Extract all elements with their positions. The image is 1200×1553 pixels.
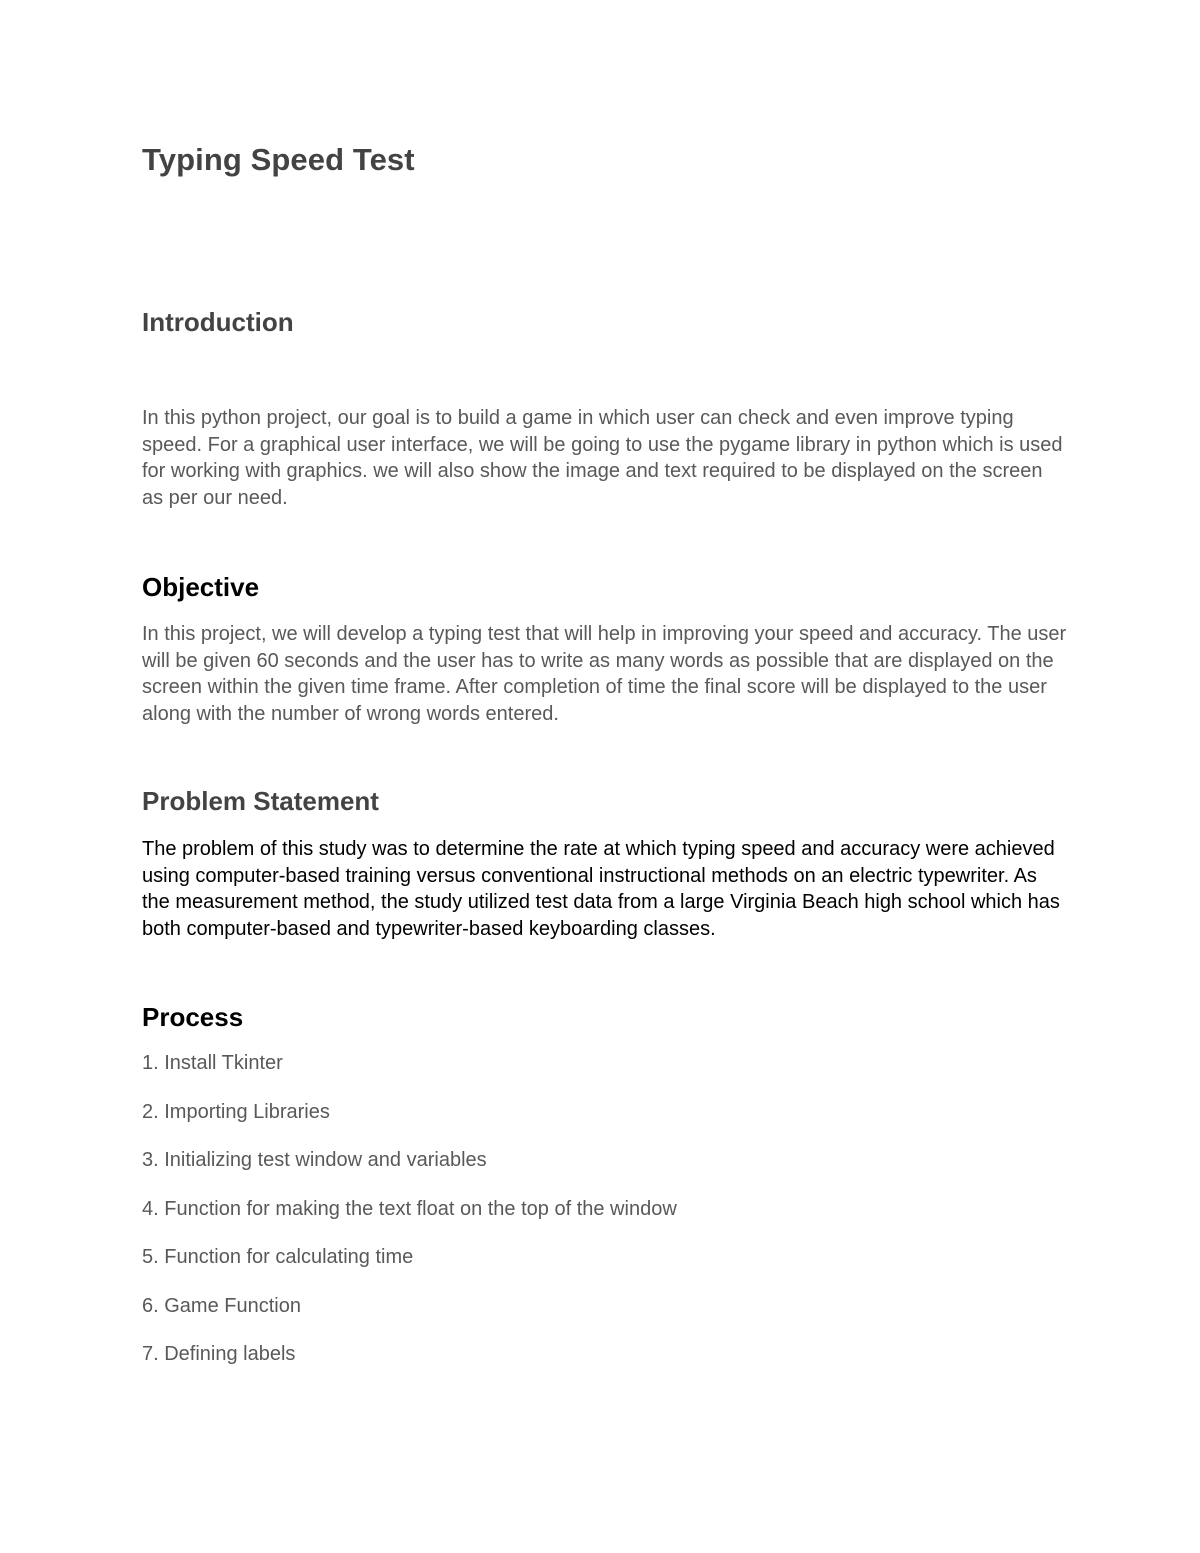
process-step: 1. Install Tkinter — [142, 1052, 283, 1074]
process-steps-list — [142, 1050, 677, 1390]
introduction-heading: Introduction — [142, 307, 294, 337]
problem-statement-heading: Problem Statement — [142, 786, 379, 816]
objective-paragraph: In this project, we will develop a typing test that will help in improving your speed and accuracy. The user will be given 60 seconds and the user has to write as many words as possible that are displayed on the screen within the given time frame. After completion of time the final score will be displayed to the user along with the number of wrong words entered. — [142, 623, 1067, 726]
introduction-paragraph: In this python project, our goal is to build a game in which user can check and even improve typing speed. For a graphical user interface, we will be going to use the pygame library in python which is used for working with graphics. we will also show the image and text required to be displayed on the screen as per our need. — [142, 407, 1063, 510]
process-step: 4. Function for making the text float on the top of the window — [142, 1197, 677, 1220]
process-step: 2. Importing Libraries — [142, 1100, 330, 1123]
document-title: Typing Speed Test — [142, 142, 415, 177]
problem-statement-paragraph: The problem of this study was to determine the rate at which typing speed and accuracy were achieved using computer-based training versus conventional instructional methods on an electric typewriter. As the measurement method, the study utilized test data from a large Virginia Beach high school which has both computer-based and typewriter-based keyboarding classes. — [142, 838, 1060, 941]
process-step: 3. Initializing test window and variables — [142, 1149, 487, 1171]
process-step: 6. Game Function — [142, 1294, 301, 1317]
process-step: 7. Defining labels — [142, 1343, 296, 1365]
process-heading: Process — [142, 1002, 244, 1032]
objective-heading: Objective — [142, 572, 260, 602]
process-step: 5. Function for calculating time — [142, 1246, 414, 1268]
